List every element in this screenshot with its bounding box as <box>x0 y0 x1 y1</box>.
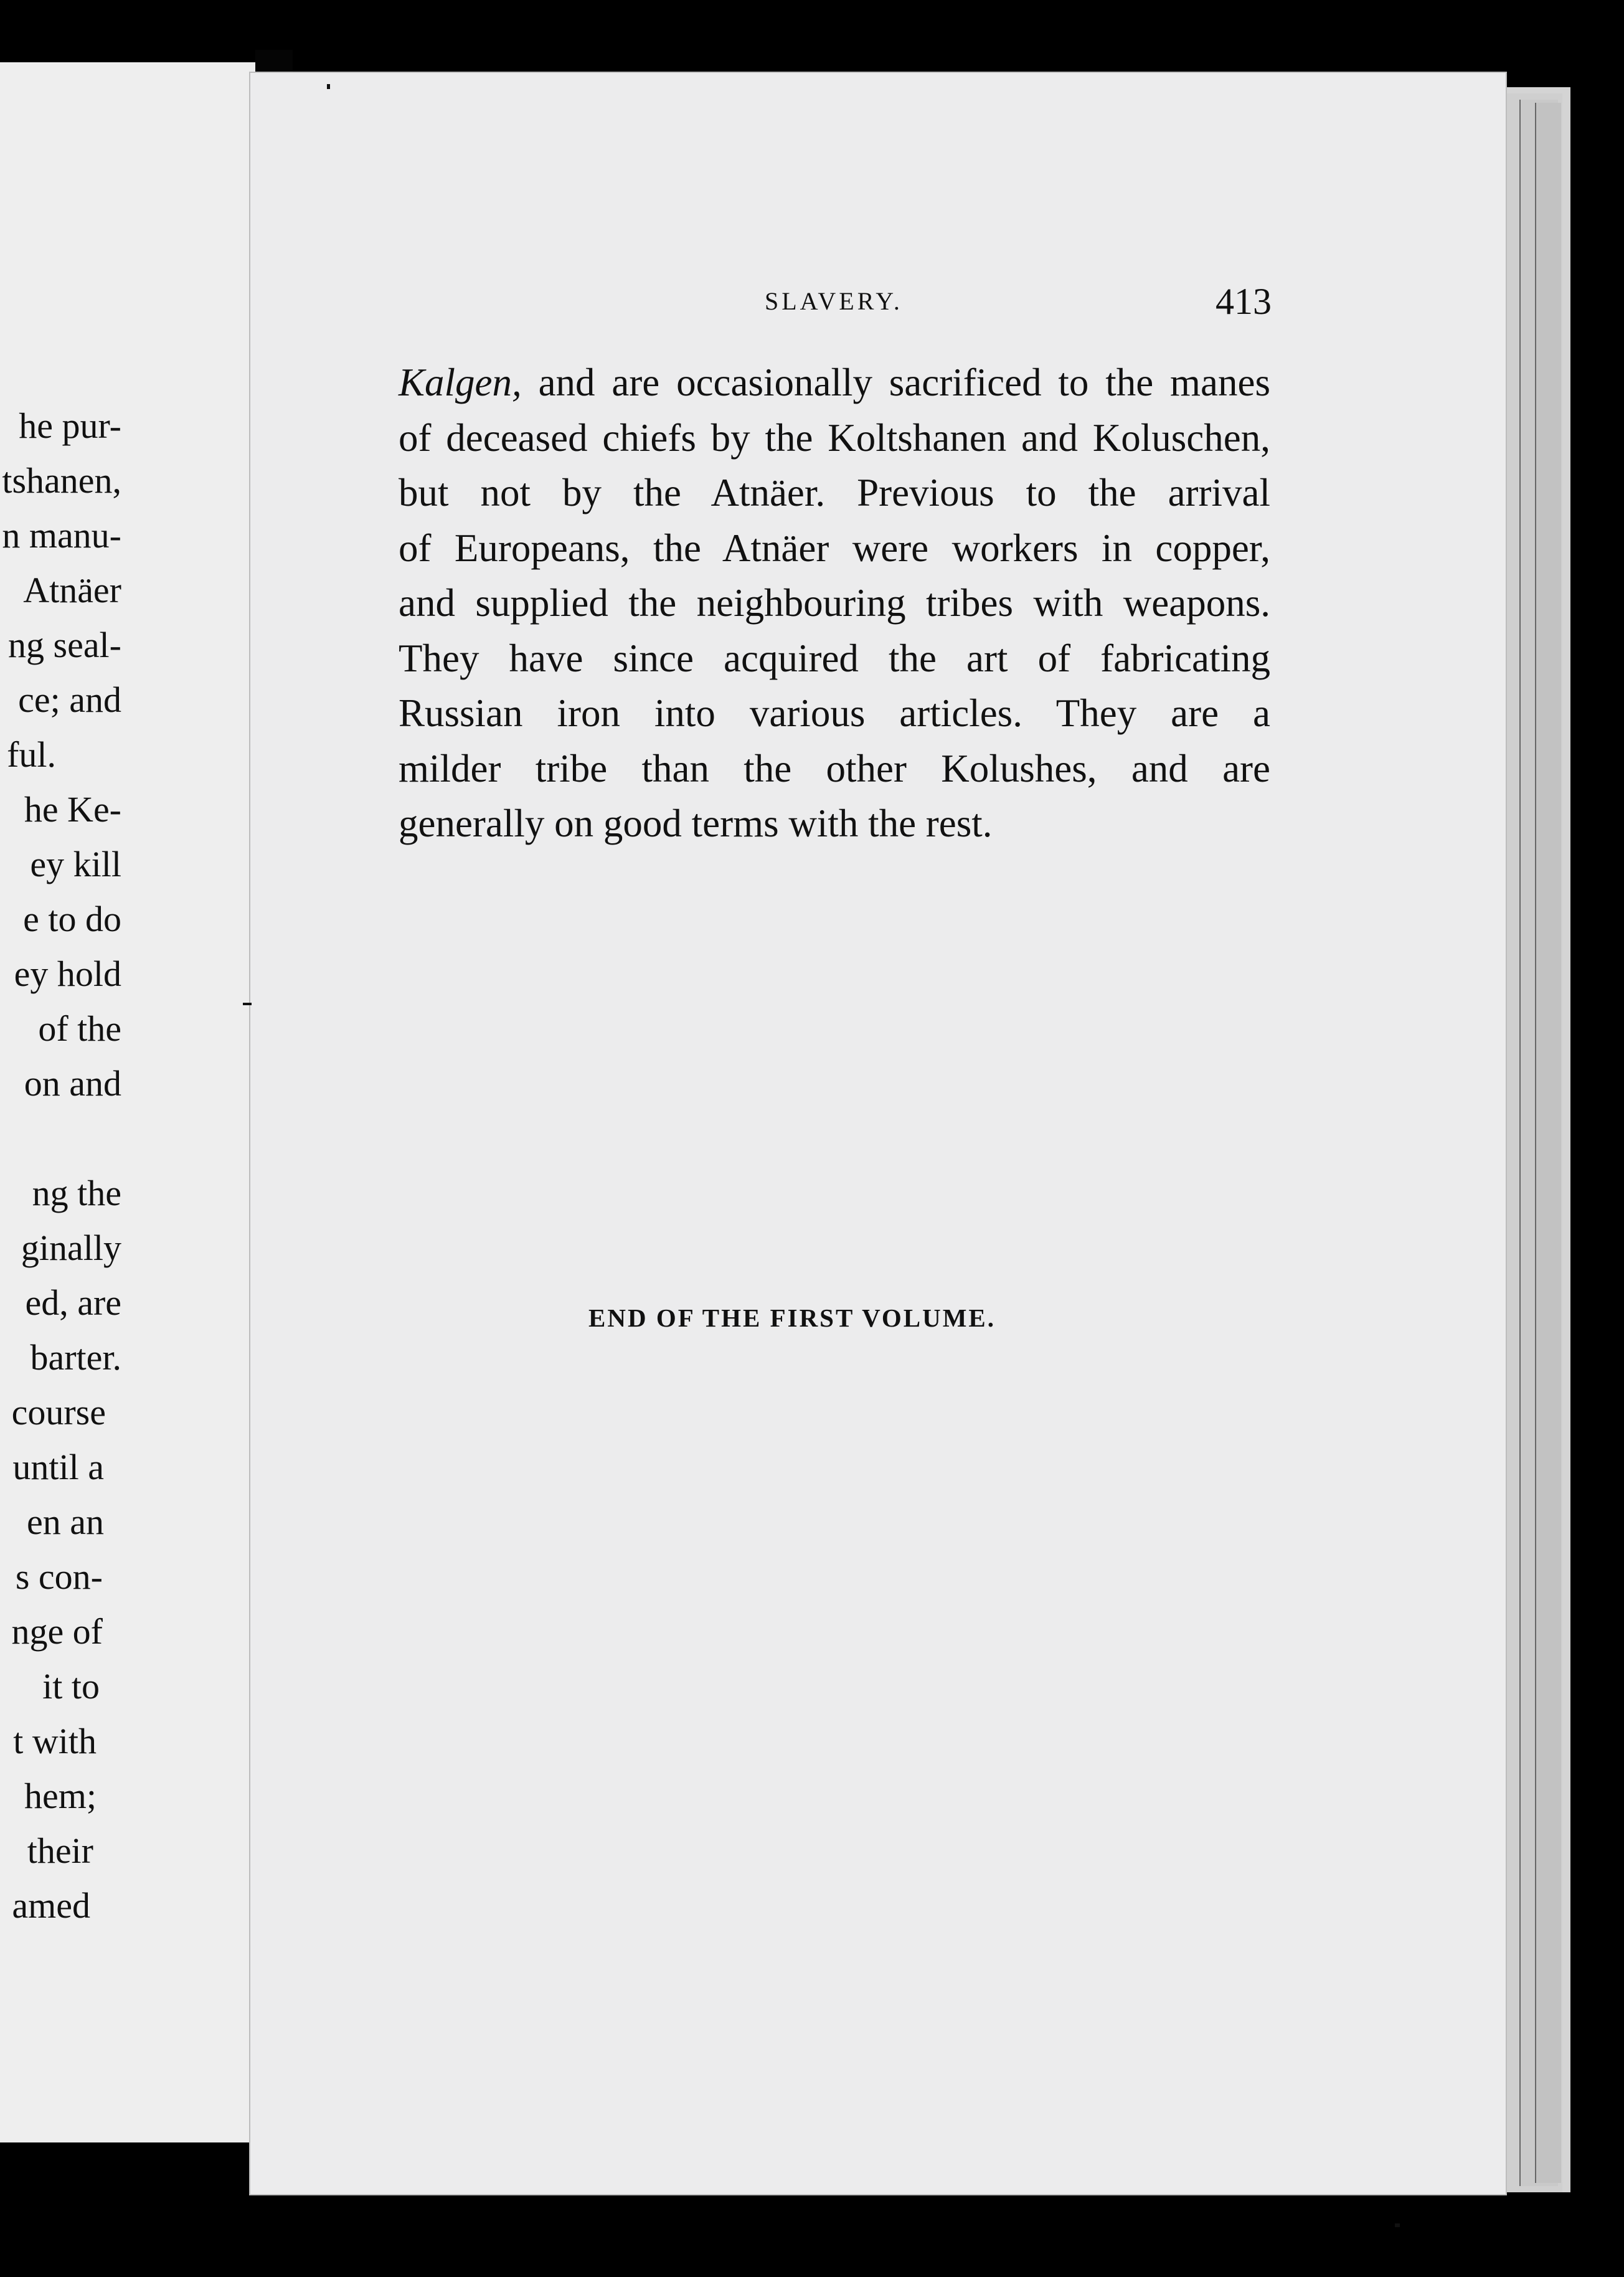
end-of-volume-text: END OF THE FIRST VOLUME. <box>588 1304 996 1332</box>
body-paragraph <box>399 355 1270 851</box>
previous-page-line: he Ke- <box>24 789 121 830</box>
paragraph-line: milder tribe than the other Kolushes, and are <box>399 746 1270 790</box>
previous-page-line: s con- <box>15 1556 103 1597</box>
page-edge <box>1535 103 1561 2183</box>
previous-page <box>0 62 259 2142</box>
previous-page-line: ey kill <box>30 844 121 884</box>
paragraph-line: generally on good terms with the rest. <box>399 802 993 845</box>
previous-page-line: barter. <box>30 1337 121 1378</box>
previous-page-line: ng seal- <box>8 625 121 665</box>
paragraph-line: and supplied the neighbouring tribes with weapons. <box>399 581 1270 625</box>
previous-page-line: ey hold <box>14 954 121 994</box>
previous-page-line: it to <box>42 1666 100 1707</box>
previous-page-line: t with <box>13 1721 97 1761</box>
page-number: 413 <box>1216 281 1272 322</box>
previous-page-line: e to do <box>23 899 121 939</box>
previous-page-line: ful. <box>7 734 56 775</box>
scan-speck <box>1395 2223 1400 2227</box>
previous-page-line: en an <box>27 1502 104 1542</box>
italic-word: Kalgen, <box>399 361 522 404</box>
previous-page-line: course <box>11 1392 106 1432</box>
scan-speck <box>243 1003 252 1005</box>
previous-page-line: hem; <box>24 1776 97 1816</box>
previous-page-line: until a <box>12 1447 104 1487</box>
previous-page-line: their <box>27 1830 93 1871</box>
paragraph-line: of Europeans, the Atnäer were workers in copper, <box>399 526 1270 570</box>
previous-page-line: ng the <box>32 1173 121 1213</box>
paragraph-line: They have since acquired the art of fabricating <box>399 636 1270 680</box>
previous-page-line: on and <box>24 1063 121 1104</box>
previous-page-line: ginally <box>21 1228 121 1268</box>
paragraph-line: Russian iron into various articles. They are a <box>399 691 1270 735</box>
scan-speck <box>327 84 330 89</box>
previous-page-line: n manu- <box>2 515 121 556</box>
previous-page-line: ed, are <box>25 1282 121 1323</box>
paragraph-line: but not by the Atnäer. Previous to the arrival <box>399 471 1270 514</box>
previous-page-line: he pur- <box>19 405 121 446</box>
running-head: SLAVERY. <box>765 287 903 315</box>
previous-page-line: Atnäer <box>23 570 121 610</box>
previous-page-line: amed <box>12 1885 90 1926</box>
previous-page-line: tshanen, <box>2 460 121 501</box>
paragraph-line <box>399 355 1270 410</box>
line-text: and are occasionally sacrificed to the manes <box>521 361 1270 404</box>
paragraph-line: of deceased chiefs by the Koltshanen and Koluschen, <box>399 415 1270 460</box>
current-page <box>249 72 1507 2195</box>
previous-page-line: nge of <box>11 1611 103 1652</box>
previous-page-line: ce; and <box>18 679 121 720</box>
previous-page-line: of the <box>38 1008 121 1049</box>
